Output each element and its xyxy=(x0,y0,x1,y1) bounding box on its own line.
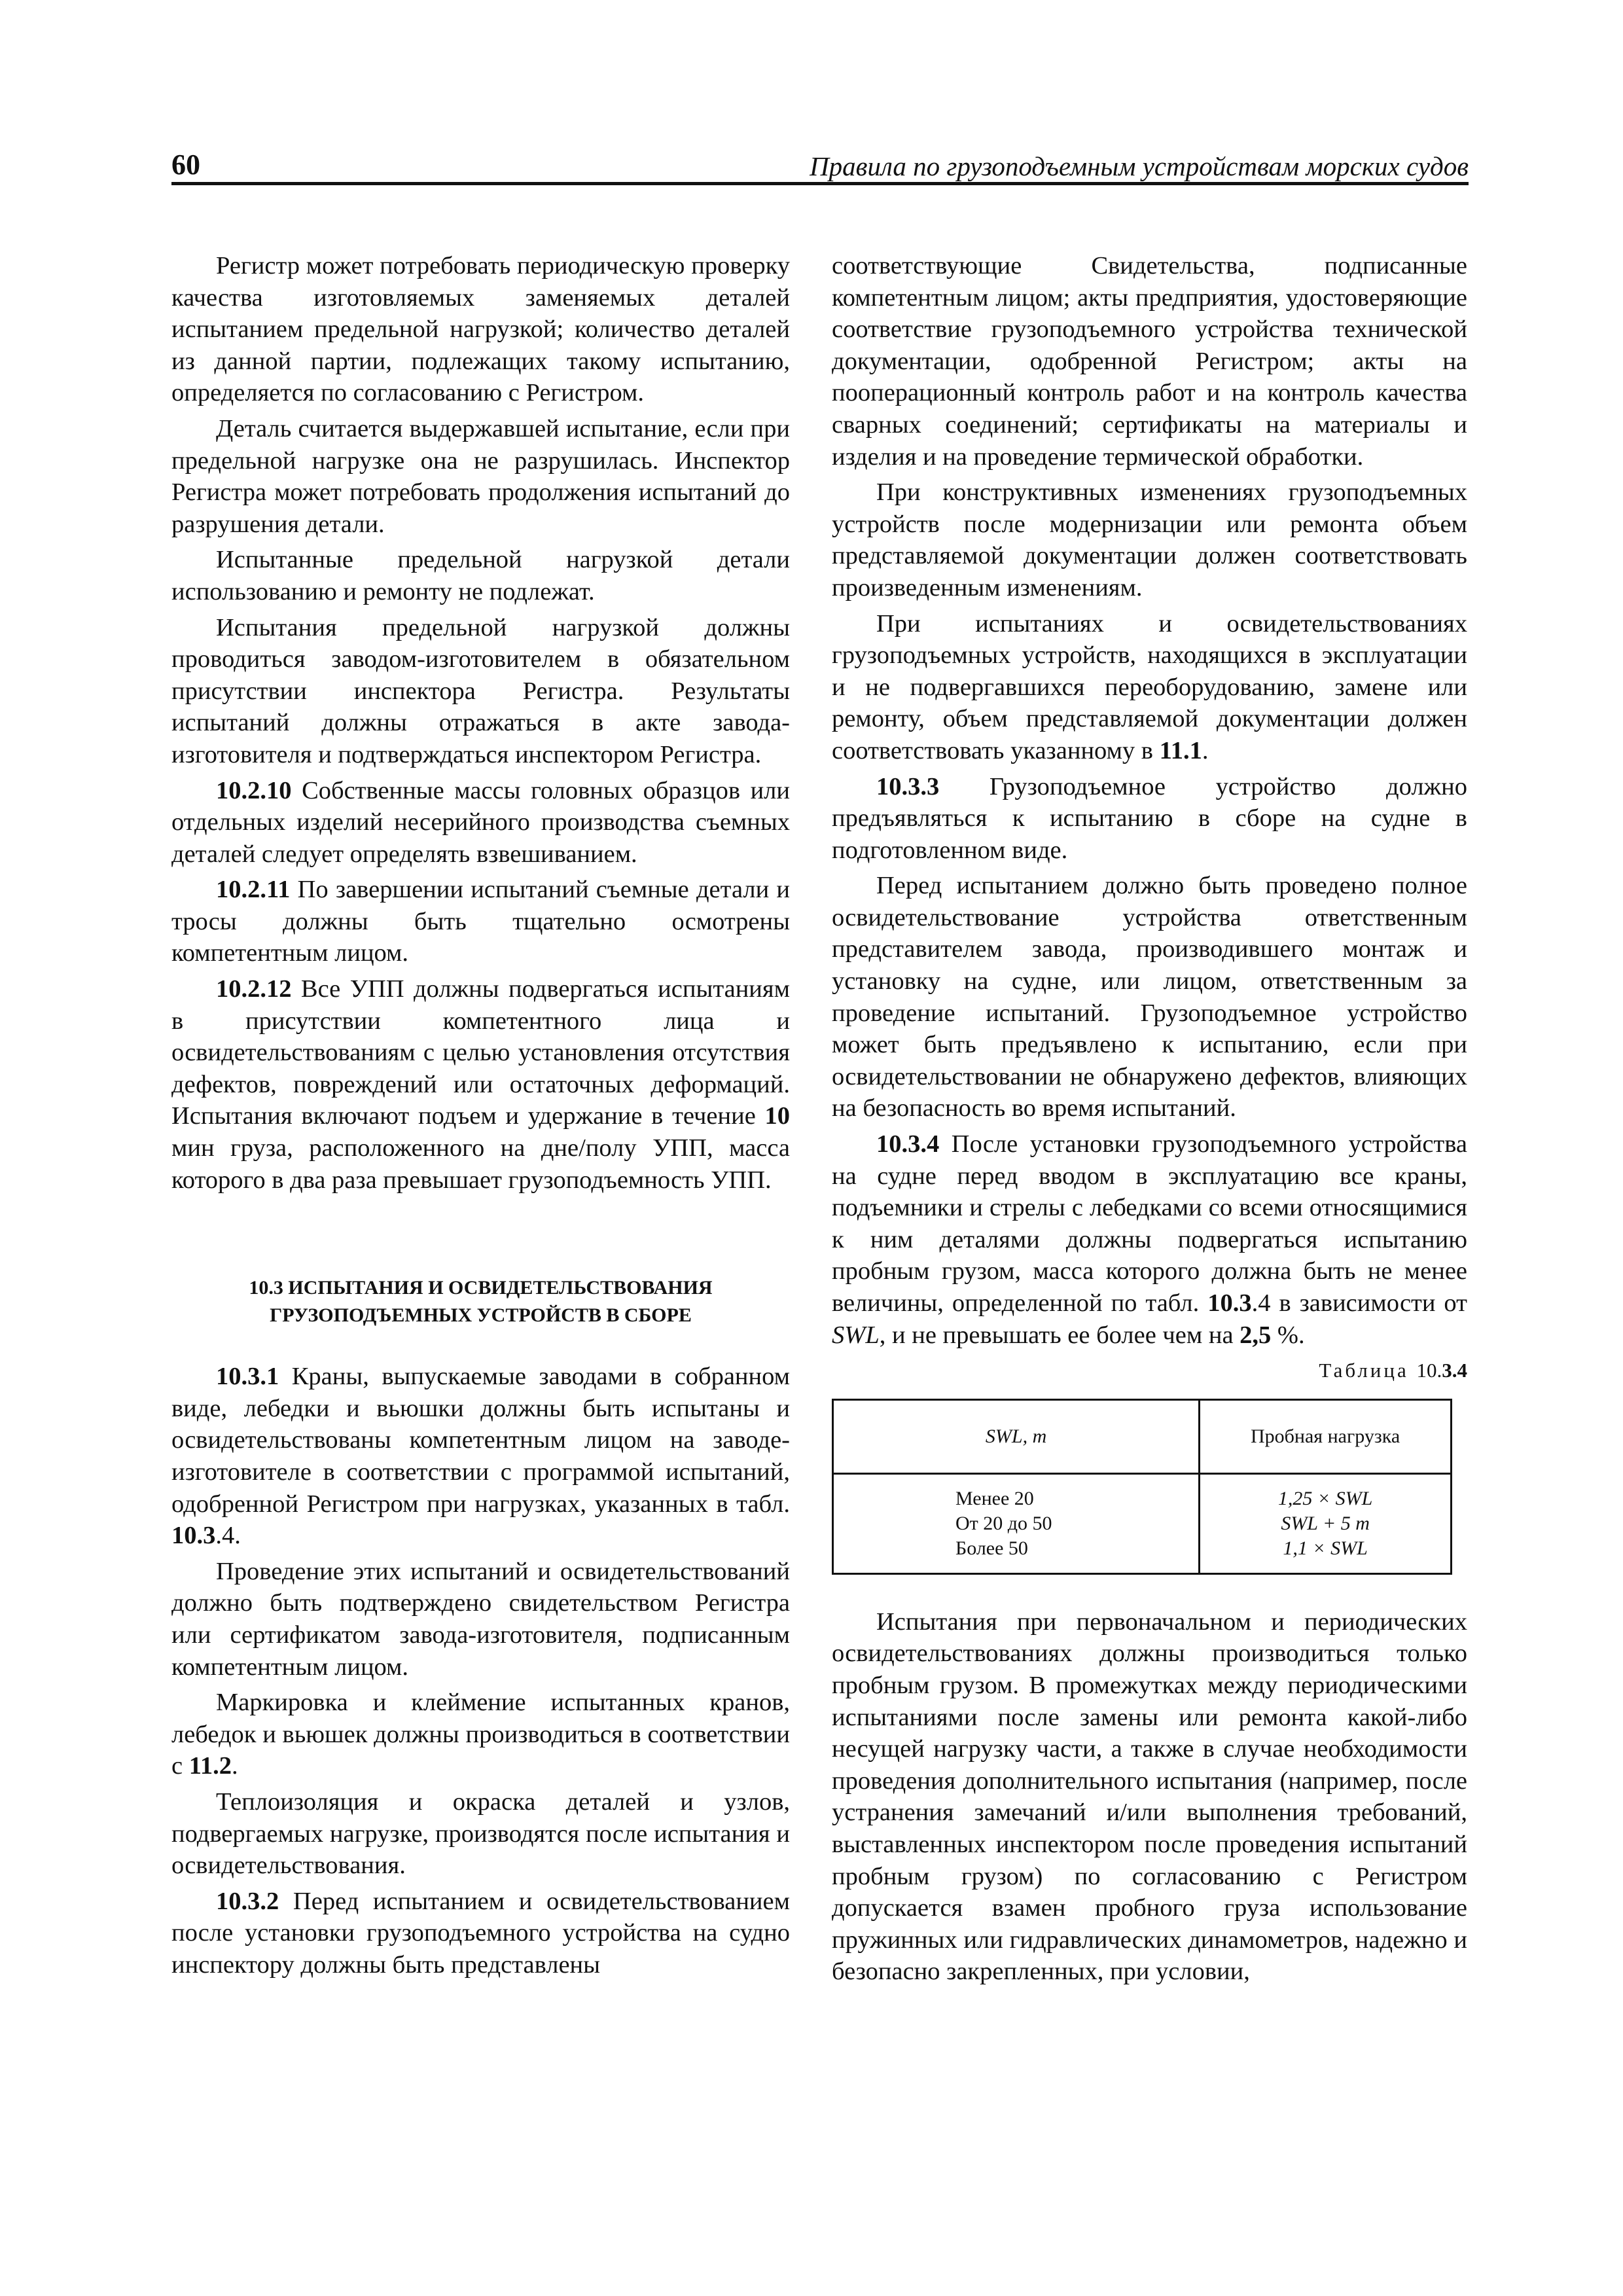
paragraph-text: Все УПП должны подвергаться испытаниям в присутствии компетентного лица и освидетельствованиям с целью установления отсутствия дефектов, повреждений или остаточных деформаций. Испытания включают подъем и удержание в течение xyxy=(171,975,790,1130)
paragraph-text: Грузоподъемное устройство должно предъявляться к испытанию в сборе на судне в подготовленном виде. xyxy=(832,772,1467,864)
clause-number: 10.2.11 xyxy=(216,876,291,904)
paragraph: Испытанные предельной нагрузкой детали использованию и ремонту не подлежат. xyxy=(171,546,790,605)
paragraph-text: , и не превышать ее более чем на xyxy=(879,1321,1240,1349)
clause-number: 10.3.1 xyxy=(216,1363,279,1391)
paragraph-text: По завершении испытаний съемные детали и тросы должны быть тщательно осмотрены компетентным лицом. xyxy=(171,876,790,967)
proof-load-table xyxy=(832,1399,1452,1575)
table-cell: Менее 20 xyxy=(955,1487,1034,1509)
paragraph-text: Краны, выпускаемые заводами в собранном виде, лебедки и вьюшки должны быть испытаны и освидетельствованы компетентным лицом на заводе-изготовителе в соответствии с программой испытаний, одобренной Регистром при нагрузках, указанных в табл. xyxy=(171,1363,790,1518)
paragraph-text: мин груза, расположенного на дне/полу УПП, масса которого в два раза превышает грузоподъемность УПП. xyxy=(171,1134,790,1194)
clause-number: 10.3.2 xyxy=(216,1887,279,1915)
paragraph-text: Перед испытанием и освидетельствованием после установки грузоподъемного устройства на судно инспектору должны быть представлены xyxy=(171,1887,790,1979)
paragraph: Испытания предельной нагрузкой должны проводиться заводом-изготовителем в обязательном присутствии инспектора Регистра. Результаты испытаний должны отражаться в акте завода-изготовителя и подтверждаться инспектором Регистра. xyxy=(171,613,790,768)
table-caption xyxy=(832,1355,1467,1387)
running-title: Правила по грузоподъемным устройствам морских судов xyxy=(810,151,1469,181)
paragraph-text: После установки грузоподъемного устройства на судне перед вводом в эксплуатацию все краны, подъемники и стрелы с лебедками со всеми относящимися к ним деталями должны подвергаться испытанию пробным грузом, масса которого должна быть не менее величины, определенной по табл. xyxy=(832,1130,1467,1317)
paragraph: Теплоизоляция и окраска деталей и узлов, подвергаемых нагрузке, производятся после испытания и освидетельствования. xyxy=(171,1787,790,1880)
paragraph: Регистр может потребовать периодическую проверку качества изготовляемых заменяемых деталей испытанием предельной нагрузкой; количество деталей из данной партии, подлежащих такому испытанию, определяется по согласованию с Регистром. xyxy=(171,252,790,407)
header-rule xyxy=(171,182,1469,185)
swl-categories-cell xyxy=(833,1473,1200,1573)
paragraph-10-3-3 xyxy=(832,771,1467,867)
right-column xyxy=(832,250,1467,1992)
table-cell: SWL + 5 т xyxy=(1281,1512,1370,1534)
paragraph-10-2-12 xyxy=(171,973,790,1196)
swl-term: SWL xyxy=(832,1321,880,1349)
paragraph-10-3-4 xyxy=(832,1128,1467,1351)
paragraph: При конструктивных изменениях грузоподъемных устройств после модернизации или ремонта объем представляемой документации должен соответствовать произведенным изменениям. xyxy=(832,478,1467,601)
section-heading xyxy=(171,1274,790,1329)
section-heading-line: ГРУЗОПОДЪЕМНЫХ УСТРОЙСТВ В СБОРЕ xyxy=(270,1304,692,1327)
paragraph-10-3-2 xyxy=(171,1886,790,1981)
page-number: 60 xyxy=(171,149,200,181)
page-header xyxy=(171,148,1469,185)
table-reference: 10.3 xyxy=(171,1522,216,1550)
table-cell: От 20 до 50 xyxy=(955,1512,1052,1534)
percent-value: 2,5 xyxy=(1240,1321,1272,1349)
section-reference: 11.1 xyxy=(1159,736,1202,764)
column-header-swl: SWL, т xyxy=(833,1399,1200,1473)
paragraph-text: .4. xyxy=(215,1522,241,1550)
table-reference: 10.3 xyxy=(1207,1289,1252,1317)
paragraph-text: При испытаниях и освидетельствованиях грузоподъемных устройств, находящихся в эксплуатации и не подвергавшихся переоборудованию, замене или ремонту, объем представляемой документации должен соответствовать указанному в xyxy=(832,609,1467,764)
table-cell: 1,25 × SWL xyxy=(1277,1487,1373,1509)
table-cell: 1,1 × SWL xyxy=(1283,1537,1368,1559)
paragraph-10-3-1 xyxy=(171,1361,790,1552)
paragraph-10-2-11 xyxy=(171,874,790,969)
table-cell: Более 50 xyxy=(955,1537,1028,1559)
paragraph: Перед испытанием должно быть проведено полное освидетельствование устройства ответственным представителем завода, производившего монтаж и установку на судне, или лицом, ответственным за проведение испытаний. Грузоподъемное устройство может быть предъявлено к испытанию, если при освидетельствовании не обнаружено дефектов, влияющих на безопасность во время испытаний. xyxy=(832,872,1467,1122)
paragraph xyxy=(171,1687,790,1782)
table-caption-number-bold: 3.4 xyxy=(1442,1359,1467,1382)
paragraph: Испытания при первоначальном и периодических освидетельствованиях должны производиться только пробным грузом. В промежутках между периодическими испытаниями после замены или ремонта какой-либо несущей нагрузку части, а также в случае необходимости проведения дополнительного испытания (например, после устранения замечаний и/или выполнения требований, выставленных инспектором после проведения испытаний пробным грузом) по согласованию с Регистром допускается взамен пробного груза использование пружинных или гидравлических динамометров, надежно и безопасно закрепленных, при условии, xyxy=(832,1607,1467,1986)
paragraph xyxy=(832,608,1467,767)
table-row xyxy=(833,1473,1452,1573)
bold-value: 10 xyxy=(764,1102,790,1130)
table-header-row xyxy=(833,1399,1452,1473)
paragraph-text: . xyxy=(1202,736,1209,764)
left-column xyxy=(171,250,790,1985)
clause-number: 10.2.10 xyxy=(216,776,292,804)
paragraph-text: .4 в зависимости от xyxy=(1251,1289,1467,1317)
clause-number: 10.3.4 xyxy=(876,1130,940,1158)
paragraph-10-2-10 xyxy=(171,775,790,870)
clause-number: 10.2.12 xyxy=(216,975,292,1003)
paragraph-text: Собственные массы головных образцов или отдельных изделий несерийного производства съемных деталей следует определять взвешиванием. xyxy=(171,776,790,868)
paragraph-text: %. xyxy=(1271,1321,1305,1349)
section-reference: 11.2 xyxy=(188,1752,232,1780)
paragraph: Деталь считается выдержавшей испытание, если при предельной нагрузке она не разрушилась. Инспектор Регистра может потребовать продолжения испытаний до разрушения детали. xyxy=(171,414,790,538)
paragraph: соответствующие Свидетельства, подписанные компетентным лицом; акты предприятия, удостоверяющие соответствие грузоподъемного устройства технической документации, одобренной Регистром; акты на пооперационный контроль работ и на контроль качества сварных соединений; сертификаты на материалы и изделия и на проведение термической обработки. xyxy=(832,252,1467,471)
table-caption-label: Таблица xyxy=(1319,1359,1409,1382)
paragraph-text: Маркировка и клеймение испытанных кранов, лебедок и вьюшек должны производиться в соответствии с xyxy=(171,1689,790,1780)
proof-load-values-cell xyxy=(1200,1473,1452,1573)
table-caption-number: 10. xyxy=(1416,1359,1442,1382)
column-header-proof-load: Пробная нагрузка xyxy=(1200,1399,1452,1473)
clause-number: 10.3.3 xyxy=(876,772,940,800)
section-heading-line: 10.3 ИСПЫТАНИЯ И ОСВИДЕТЕЛЬСТВОВАНИЯ xyxy=(249,1277,713,1299)
paragraph: Проведение этих испытаний и освидетельствований должно быть подтверждено свидетельством Регистра или сертификатом завода-изготовителя, подписанным компетентным лицом. xyxy=(171,1557,790,1681)
paragraph-text: . xyxy=(231,1752,238,1780)
